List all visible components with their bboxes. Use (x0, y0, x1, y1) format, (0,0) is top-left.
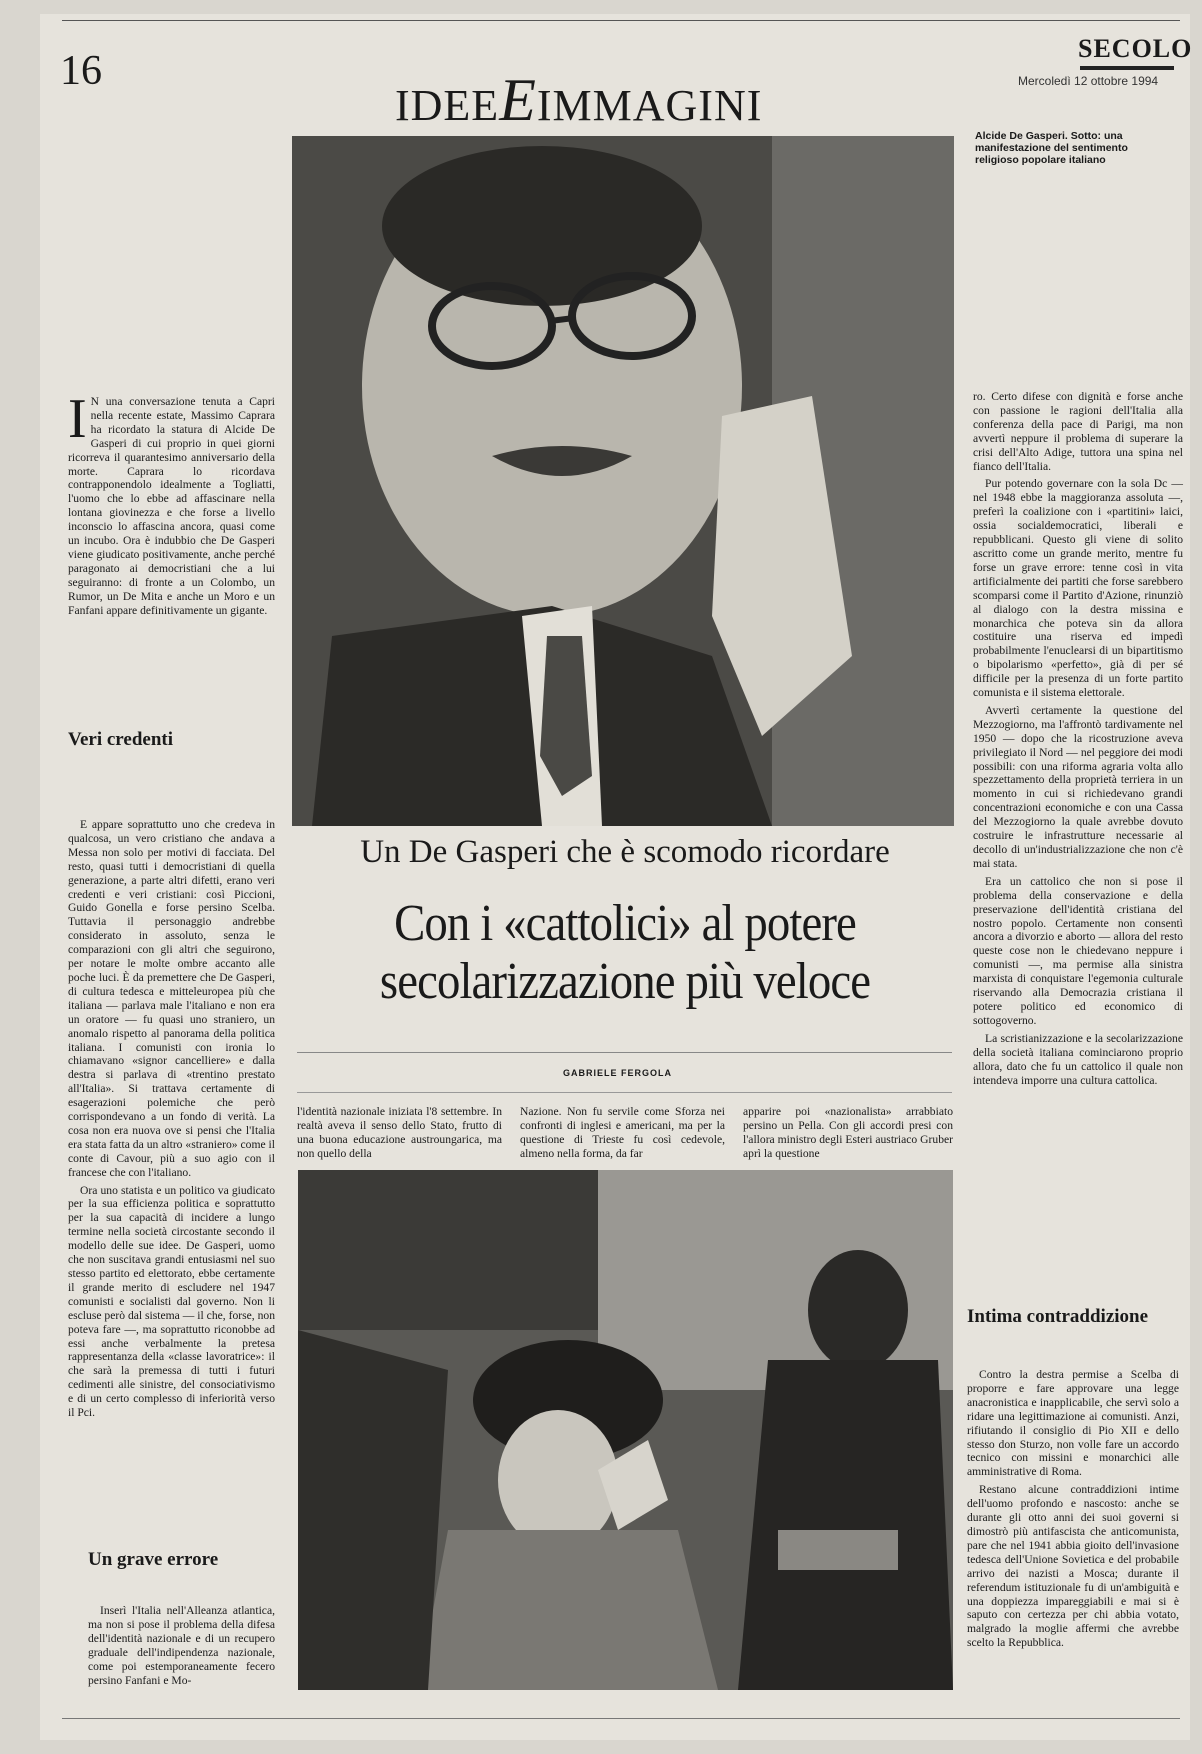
headline-line-1: Con i «cattolici» al potere (394, 895, 856, 952)
article-kicker: Un De Gasperi che è scomodo ricordare (360, 834, 890, 870)
masthead-logo: SECOLO (1078, 34, 1193, 63)
paragraph: La scristianizzazione e la secolarizzazione della società italiana cominciarono proprio allora, dato che fu un cattolico il quale non intendeva imporre una cultura cattolica. (973, 1031, 1183, 1087)
column-3 (520, 1105, 725, 1165)
column-2 (297, 1105, 502, 1165)
paragraph: Restano alcune contraddizioni intime dell'uomo profondo e nascosto: anche se durante gli otto anni dei suoi governi si dimostrò più antifascista che anticomunista, pare che nel 1941 abbia gioito dell'invasione tedesca dell'Unione Sovietica e del probabile arrivo dei nazisti a Mosca; durante il referendum istituzionale fu di un'ambiguità e una doppiezza impareggiabili e mai si è saputo con certezza per chi abbia votato, malgrado la moglie affermi che avrebbe scelto la Repubblica. (967, 1483, 1179, 1650)
column-1-body (68, 818, 275, 1424)
portrait-photo (292, 136, 954, 826)
headline-line-2: secolarizzazione più veloce (379, 953, 871, 1010)
byline-rule (297, 1092, 952, 1093)
headline-rule (297, 1052, 952, 1053)
section-title-right: IMMAGINI (536, 81, 763, 130)
section-title-left: IDEE (395, 81, 500, 130)
subhead-un-grave-errore: Un grave errore (88, 1549, 219, 1570)
paragraph: N una conversazione tenuta a Capri nella recente estate, Massimo Caprara ha ricordato la statura di Alcide De Gasperi di cui proprio in quei giorni ricorreva il quarantesimo anniversario della morte. Caprara lo ricordava contrapponendolo idealmente a Togliatti, l'uomo che lo ebbe ad affascinare nella lontana giovinezza e che forse a livello inconscio lo affascina ancora, quasi come un incubo. Ora è indubbio che De Gasperi viene giudicato positivamente, anche perché paragonato ai democristiani che a lui seguiranno: di fronte a un Colombo, un Rumor, un De Mita e anche un Moro e un Fanfani appare definitivamente un gigante. (68, 395, 275, 617)
crowd-photo (298, 1170, 953, 1690)
photo-caption: Alcide De Gasperi. Sotto: una manifestazione del sentimento religioso popolare italiano (975, 130, 1128, 166)
column-5-bottom (967, 1368, 1179, 1654)
paragraph: E appare soprattutto uno che credeva in qualcosa, un vero cristiano che andava a Messa non solo per motivi di facciata. Del resto, quasi tutti i democristiani di quella generazione, a parte altri difetti, erano veri credenti e veri cristiani: così Piccioni, Guido Gonella e forse persino Scelba. Tuttavia il personaggio andrebbe considerato in assoluto, senza le comparazioni con gli altri che seguirono, per notare le molte ombre accanto alle poche luci. È da premettere che De Gasperi, di cultura tedesca e mitteleuropea più che italiana — parlava male l'italiano e non era un oratore — fu quasi uno straniero, un anomalo rispetto al panorama della politica italiana. I comunisti con ironia lo chiamavano «signor cancelliere» e dalla destra si parlava di «trentino prestato all'Italia». Si trattava certamente di esagerazioni polemiche che però corrispondevano a un fondo di verità. La cosa non era nuova ove si pensi che l'Italia era stata fatta da un altro «straniero» come il conte di Cavour, più a suo agio con il francese che con l'italiano. (68, 818, 275, 1179)
article-headline (328, 895, 922, 1011)
page-number: 16 (60, 48, 102, 94)
column-5-top (973, 390, 1183, 1091)
drop-cap: I (68, 388, 87, 450)
paragraph: Contro la destra permise a Scelba di proporre e fare approvare una legge anacronistica e inapplicabile, che servì solo a ridare una legittimazione ai comunisti. Anzi, rifiutando il consiglio di Pio XII e dello stesso don Sturzo, non volle fare un accordo tecnico con missini e monarchici alle amministrative di Roma. (967, 1368, 1179, 1479)
column-4 (743, 1105, 953, 1165)
paragraph: apparire poi «nazionalista» arrabbiato persino un Pella. Con gli accordi presi con l'allora ministro degli Esteri austriaco Gruber aprì la questione (743, 1105, 953, 1160)
paragraph: Inserì l'Italia nell'Alleanza atlantica, ma non si pose il problema della difesa dell'identità nazionale e di un recupero graduale dell'indipendenza nazionale, come poi estemporaneamente fecero persino Fanfani e Mo- (88, 1604, 275, 1687)
bottom-rule (62, 1718, 1180, 1719)
issue-date: Mercoledì 12 ottobre 1994 (1018, 74, 1159, 88)
column-1-intro (68, 388, 275, 622)
paragraph: Nazione. Non fu servile come Sforza nei confronti di inglesi e americani, ma per la questione di Trieste fu così cedevole, almeno nella forma, da far (520, 1105, 725, 1160)
byline: GABRIELE FERGOLA (563, 1068, 673, 1078)
paragraph: Ora uno statista e un politico va giudicato per la sua efficienza politica e soprattutto per la sua capacità di incidere a lungo termine nella società circostante secondo il modello delle sue idee. De Gasperi, uomo che non suscitava grandi entusiasmi nel suo stesso partito ed elettorato, ebbe certamente il grande merito di escludere nel 1947 comunisti e socialisti dal governo. Non li escluse però dal sistema — il che, forse, non poteva fare —, ma soprattutto riconobbe ad essi anche verbalmente la pretesa rappresentanza della «classe lavoratrice»: il che sarà la premessa di tutti i futuri cedimenti alle sinistre, del consociativismo e di un certo complesso di inferiorità verso il Pci. (68, 1183, 275, 1420)
paragraph: Era un cattolico che non si pose il problema della conservazione e della preservazione dell'identità cristiana del nostro popolo. Certamente non consentì ancora a divorzio e aborto — allora del resto queste cose non le chiedevano neppure i comunisti —, ma permise alla sinistra marxista di conquistare l'egemonia culturale riservando alla Democrazia cristiana il potere politico ed economico di sottogoverno. (973, 874, 1183, 1027)
section-title-e: E (499, 67, 537, 133)
paragraph: l'identità nazionale iniziata l'8 settembre. In realtà aveva il senso dello Stato, frutto di una buona educazione austroungarica, ma non quello della (297, 1105, 502, 1160)
paragraph: Avvertì certamente la questione del Mezzogiorno, ma l'affrontò tardivamente nel 1950 — dopo che la ricostruzione aveva privilegiato il Nord — nel peggiore dei modi possibili: con una riforma agraria volta allo spezzettamento della proprietà terriera in un momento in cui si richiedevano grandi concentrazioni economiche e con una Cassa del Mezzogiorno la quale avrebbe dovuto costruire le infrastrutture necessarie al decollo di un'industrializzazione che non c'è mai stata. (973, 703, 1183, 870)
paragraph: ro. Certo difese con dignità e forse anche con passione le ragioni dell'Italia alla conferenza della pace di Parigi, ma non avvertì neppure il problema di superare la crisi dell'Alto Adige, tuttora una spina nel fianco dell'Italia. (973, 390, 1183, 473)
column-1-end (88, 1604, 275, 1691)
section-title (395, 67, 763, 133)
subhead-veri-credenti: Veri credenti (68, 729, 174, 750)
paragraph: Pur potendo governare con la sola Dc — nel 1948 ebbe la maggioranza assoluta —, preferì la coalizione con i «partitini» laici, ossia socialdemocratici, liberali e repubblicani. Questo gli viene di solito ascritto come un grande merito, mentre fu forse un grave errore: tenne così in vita artificialmente dei partiti che forse sarebbero scomparsi come il Partito d'Azione, rinunziò al dialogo con la destra missina e monarchica che poteva sin da allora costituire una riserva ed impedì probabilmente l'enuclearsi di un bipartitismo o bipolarismo «perfetto», già di per sé difficile per la presenza di un forte partito comunista e il sistema elettorale. (973, 477, 1183, 700)
top-rule (62, 20, 1180, 21)
masthead-bar (1080, 66, 1174, 70)
subhead-intima-contraddizione: Intima contraddizione (967, 1306, 1149, 1327)
